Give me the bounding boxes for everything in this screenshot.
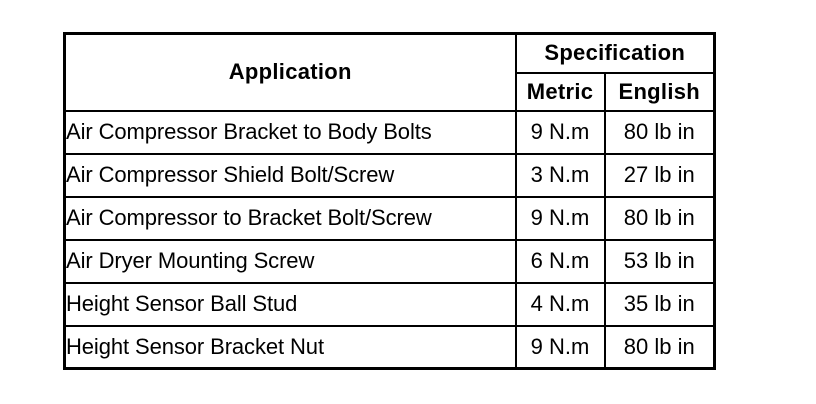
application-cell: Height Sensor Ball Stud [65, 283, 516, 326]
english-cell: 27 lb in [605, 154, 715, 197]
metric-cell: 3 N.m [516, 154, 605, 197]
metric-cell: 9 N.m [516, 326, 605, 369]
english-cell: 80 lb in [605, 326, 715, 369]
specification-table [63, 32, 716, 370]
english-cell: 80 lb in [605, 111, 715, 154]
application-cell: Air Compressor Shield Bolt/Screw [65, 154, 516, 197]
metric-cell: 9 N.m [516, 111, 605, 154]
application-cell: Height Sensor Bracket Nut [65, 326, 516, 369]
metric-cell: 9 N.m [516, 197, 605, 240]
table-row [65, 197, 715, 240]
header-row-top [65, 34, 715, 73]
application-header: Application [65, 34, 516, 111]
metric-cell: 4 N.m [516, 283, 605, 326]
english-cell: 80 lb in [605, 197, 715, 240]
english-cell: 53 lb in [605, 240, 715, 283]
table-row [65, 240, 715, 283]
table-row [65, 111, 715, 154]
metric-cell: 6 N.m [516, 240, 605, 283]
application-cell: Air Compressor Bracket to Body Bolts [65, 111, 516, 154]
metric-header: Metric [516, 73, 605, 111]
table-row [65, 283, 715, 326]
application-cell: Air Dryer Mounting Screw [65, 240, 516, 283]
application-cell: Air Compressor to Bracket Bolt/Screw [65, 197, 516, 240]
specification-header: Specification [516, 34, 715, 73]
english-cell: 35 lb in [605, 283, 715, 326]
table-row [65, 326, 715, 369]
english-header: English [605, 73, 715, 111]
table-row [65, 154, 715, 197]
